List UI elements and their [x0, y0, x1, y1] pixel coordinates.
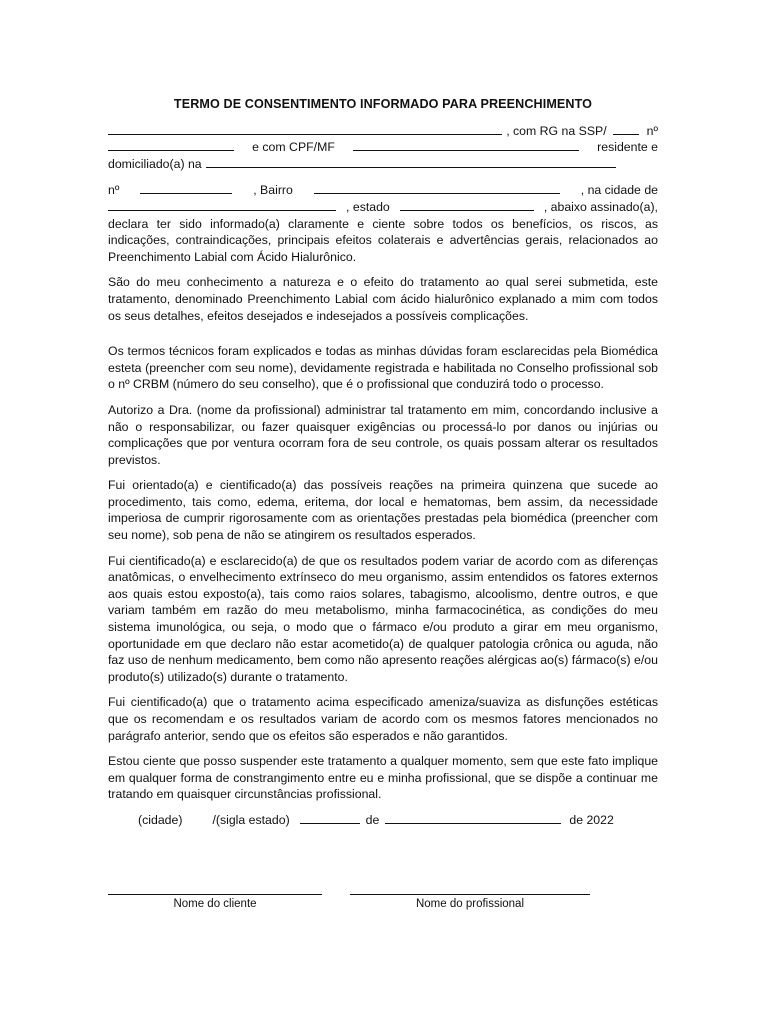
domiciliado-label: domiciliado(a) na [108, 156, 202, 171]
professional-signature-label: Nome do profissional [415, 898, 525, 910]
bairro-blank [314, 182, 560, 194]
cpf-blank [353, 139, 579, 151]
paragraph-4: Fui orientado(a) e cientificado(a) das possíveis reações na primeira quinzena que sucede ao procedimento, tais como, edema, eritema, dor local e hematomas, bem assim, da necessidade imperiosa de cumprir rigorosamente com as orientações prestadas pela biomédica (preencher com seu nome), sob pena de não se atingirem os resultados esperados. [108, 478, 658, 543]
date-estado: /(sigla estado) [212, 812, 290, 827]
professional-signature-line [350, 880, 590, 895]
intro-line-3 [108, 156, 658, 173]
estado-label: , estado [346, 199, 390, 214]
rg-number-label: nº [646, 123, 658, 138]
month-blank [385, 812, 561, 824]
paragraph-5: Fui cientificado(a) e esclarecido(a) de que os resultados podem variar de acordo com as diferenças anatômicas, o envelhecimento extrínseco do meu organismo, assim entendidos os fatores externos aos quais estou exposto(a), tais como raios solares, tabagismo, alcoolismo, dentre outros, e que variam também em razão do meu metabolismo, minha farmacocinética, as condições do meu sistema imunológica, ou seja, o modo que o fármaco e/ou produto a girar em meu organismo, oportunidade em que declaro não estar acometido(a) de qualquer patologia crônica ou aguda, não faz uso de nenhum medicamento, bem como não apresento reações alérgicas ao(s) fármaco(s) e/ou produto(s) utilizado(s) durante o tratamento. [108, 553, 658, 684]
cpf-label: e com CPF/MF [252, 140, 335, 155]
cidade-blank [108, 199, 336, 211]
client-signature-line [108, 880, 322, 895]
rg-state-blank [613, 123, 639, 135]
address-number-label: nº [108, 183, 120, 198]
residente-label: residente e [597, 140, 658, 155]
assinado-label: , abaixo assinado(a), [543, 199, 658, 214]
rg-number-blank [108, 139, 234, 151]
paragraph-2: Os termos técnicos foram explicados e todas as minhas dúvidas foram esclarecidas pela Biomédica esteta (preencher com seu nome), devidamente registrada e habilitada no Conselho profissional sob o nº CRBM (número do seu conselho), que é o profissional que conduzirá todo o processo. [108, 344, 658, 392]
date-year: de 2022 [569, 812, 614, 827]
intro-text: declara ter sido informado(a) claramente e ciente sobre todos os benefícios, os riscos, as indicações, contraindicações, principais efeitos colaterais e advertências gerais, relacionados ao Preenchimento Labial com Ácido Hialurônico. [108, 216, 658, 264]
day-blank [300, 812, 360, 824]
date-de: de [365, 812, 380, 827]
intro-line-4 [108, 182, 658, 199]
client-signature-label: Nome do cliente [173, 898, 257, 910]
date-line [138, 812, 658, 829]
consent-document [108, 96, 658, 829]
paragraph-7: Estou ciente que posso suspender este tratamento a qualquer momento, sem que este fato implique em qualquer forma de constrangimento entre eu e minha profissional, que se dispõe a continuar me tratando em quaisquer circunstâncias profissional. [108, 754, 658, 802]
address-number-blank [140, 182, 232, 194]
paragraph-3: Autorizo a Dra. (nome da profissional) administrar tal tratamento em mim, concordando inclusive a não o responsabilizar, ou fazer quaisquer exigências ou processá-lo por danos ou injúrias ou complicações que por ventura ocorram fora de seu controle, os quais possam alterar os resultados previstos. [108, 402, 658, 467]
date-cidade: (cidade) [138, 812, 183, 827]
bairro-label: , Bairro [253, 183, 293, 198]
paragraph-1: São do meu conhecimento a natureza e o efeito do tratamento ao qual serei submetida, este tratamento, denominado Preenchimento Labial com ácido hialurônico explanado a mim com todos os seus detalhes, efeitos desejados e indesejados a possíveis complicações. [108, 275, 658, 323]
paragraph-6: Fui cientificado(a) que o tratamento acima especificado ameniza/suaviza as disfunções estéticas que os recomendam e os resultados variam de acordo com os mesmos fatores mencionados no parágrafo anterior, sendo que os efeitos são esperados e não garantidos. [108, 695, 658, 743]
address-blank [206, 156, 616, 168]
spacer [108, 172, 658, 182]
intro-line-5 [108, 199, 658, 216]
document-title: TERMO DE CONSENTIMENTO INFORMADO PARA PREENCHIMENTO [173, 97, 593, 111]
intro-line-1 [108, 123, 658, 140]
name-blank [108, 123, 502, 135]
client-signature [108, 880, 322, 911]
professional-signature [350, 880, 590, 911]
rg-label: , com RG na SSP/ [506, 123, 607, 138]
intro-line-2 [108, 139, 658, 156]
spacer [108, 333, 658, 343]
cidade-label: , na cidade de [580, 183, 658, 198]
estado-blank [400, 199, 534, 211]
